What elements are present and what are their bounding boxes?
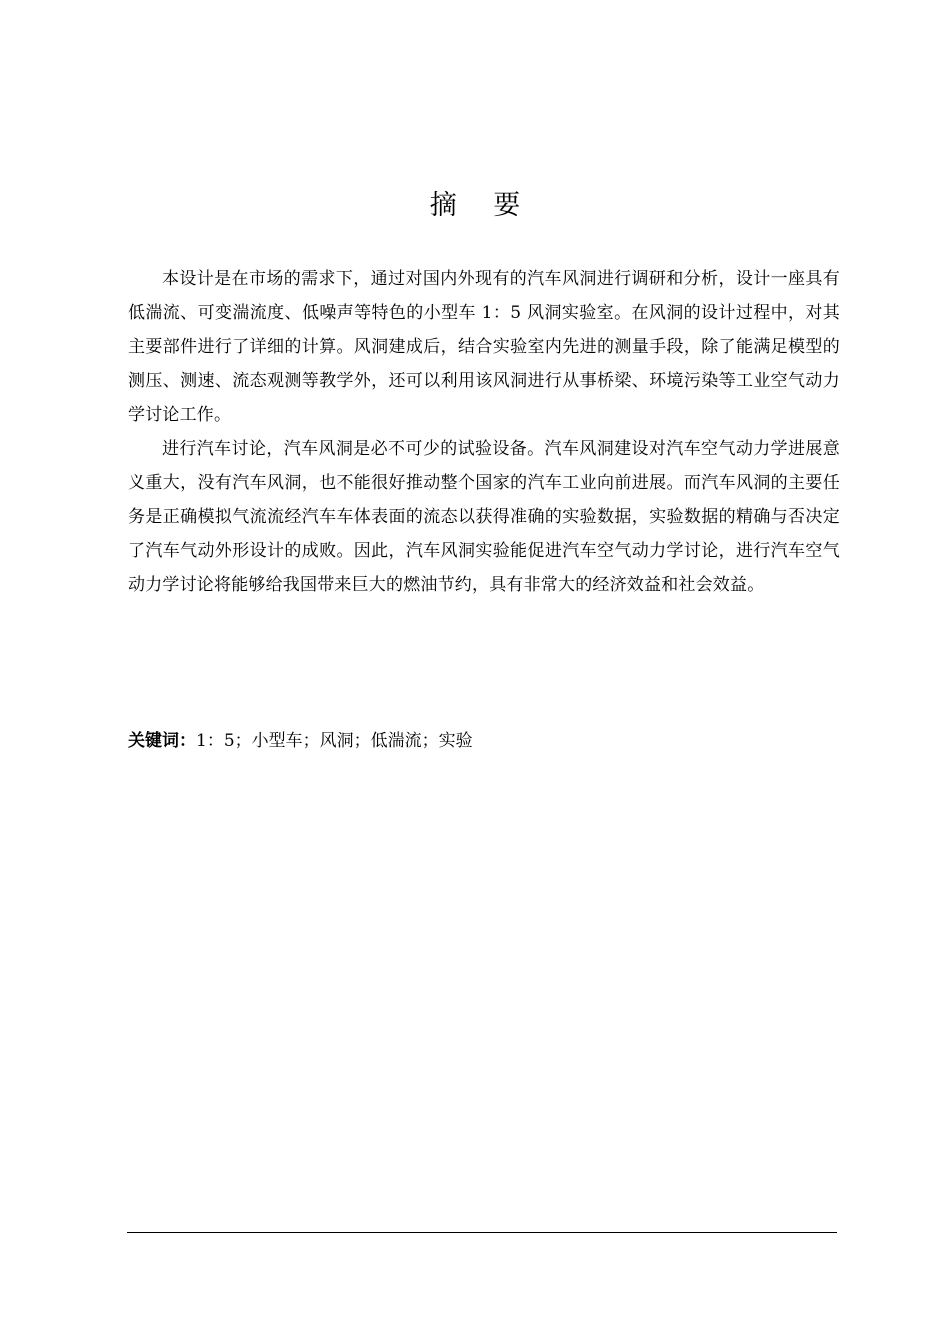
abstract-paragraph-1: 本设计是在市场的需求下，通过对国内外现有的汽车风洞进行调研和分析，设计一座具有低湍流、可变湍流度、低噪声等特色的小型车 1：5 风洞实验室。在风洞的设计过程中，对其主要部件进行了详细的计算。风洞建成后，结合实验室内先进的测量手段，除了能满足模型的测压、测速、流态观测等教学外，还可以利用该风洞进行从事桥梁、环境污染等工业空气动力学讨论工作。 (128, 269, 840, 425)
keywords-value: 1：5；小型车；风洞；低湍流；实验 (196, 731, 473, 751)
footer-rule (127, 1232, 837, 1233)
keywords-label: 关键词： (128, 731, 196, 751)
keywords-line (128, 726, 840, 756)
abstract-paragraph-2: 进行汽车讨论，汽车风洞是必不可少的试验设备。汽车风洞建设对汽车空气动力学进展意义重大，没有汽车风洞，也不能很好推动整个国家的汽车工业向前进展。而汽车风洞的主要任务是正确模拟气流流经汽车车体表面的流态以获得准确的实验数据，实验数据的精确与否决定了汽车气动外形设计的成败。因此，汽车风洞实验能促进汽车空气动力学讨论，进行汽车空气动力学讨论将能够给我国带来巨大的燃油节约，具有非常大的经济效益和社会效益。 (128, 439, 840, 595)
page-title: 摘 要 (429, 190, 535, 221)
abstract-body (128, 262, 840, 602)
